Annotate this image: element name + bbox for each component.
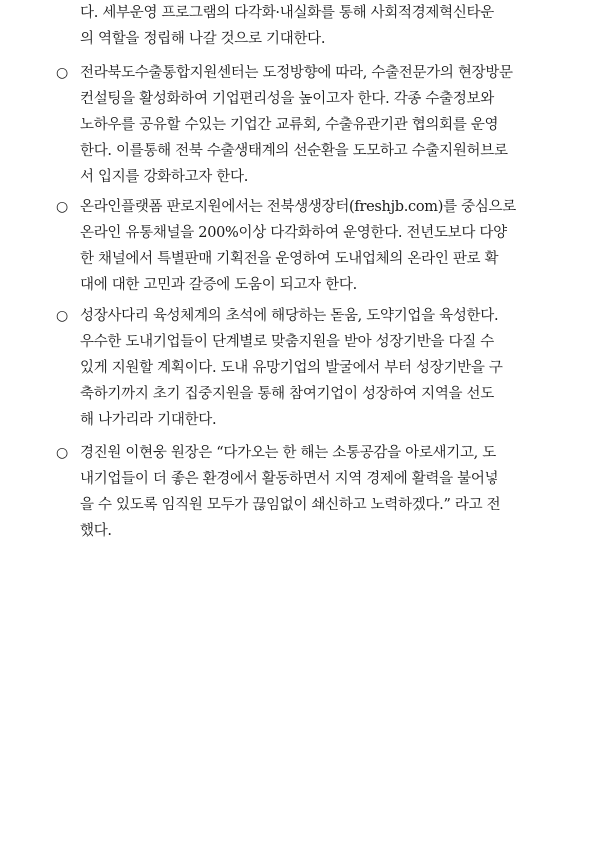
paragraph-export-center — [56, 60, 550, 190]
paragraph-growth-ladder — [56, 303, 550, 433]
paragraph-text: 성장사다리 육성체계의 초석에 해당하는 돋움, 도약기업을 육성한다. 우수한 도내기업들이 단계별로 맞춤지원을 받아 성장기반을 다질 수 있게 지원할 계획이다. 도내 유망기업의 발굴에서 부터 성장기반을 구 축하기까지 초기 집중지원을 통해 참여기업이 성장하여 지역을 선도 해 나가리라 기대한다. — [80, 308, 503, 428]
circle-bullet-icon: ○ — [56, 445, 68, 461]
paragraph-text: 온라인플랫폼 판로지원에서는 전북생생장터(freshjb.com)를 중심으로 온라인 유통채널을 200%이상 다각화하여 운영한다. 전년도보다 다양 한 채널에서 특별판매 기획전을 운영하여 도내업체의 온라인 판로 확 대에 대한 고민과 갈증에 도움이 되고자 한다. — [80, 199, 516, 293]
paragraph-online-platform — [56, 194, 550, 298]
paragraph-director-quote — [56, 440, 550, 544]
circle-bullet-icon: ○ — [56, 199, 68, 215]
circle-bullet-icon: ○ — [56, 65, 68, 81]
paragraph-text: 전라북도수출통합지원센터는 도정방향에 따라, 수출전문가의 현장방문 컨설팅을 활성화하여 기업편리성을 높이고자 한다. 각종 수출정보와 노하우를 공유할 수있는 기업간 교류회, 수출유관기관 협의회를 운영 한다. 이를통해 전북 수출생태계의 선순환을 도모하고 수출지원허브로 서 입지를 강화하고자 한다. — [80, 65, 513, 185]
paragraph-text: 경진원 이현웅 원장은 “다가오는 한 해는 소통공감을 아로새기고, 도 내기업들이 더 좋은 환경에서 활동하면서 지역 경제에 활력을 불어넣 을 수 있도록 임직원 모두가 끊임없이 쇄신하고 노력하겠다.” 라고 전 했다. — [80, 445, 501, 539]
circle-bullet-icon: ○ — [56, 308, 68, 324]
continuation-paragraph: 다. 세부운영 프로그램의 다각화·내실화를 통해 사회적경제혁신타운 의 역할을 정립해 나갈 것으로 기대한다. — [80, 5, 494, 47]
